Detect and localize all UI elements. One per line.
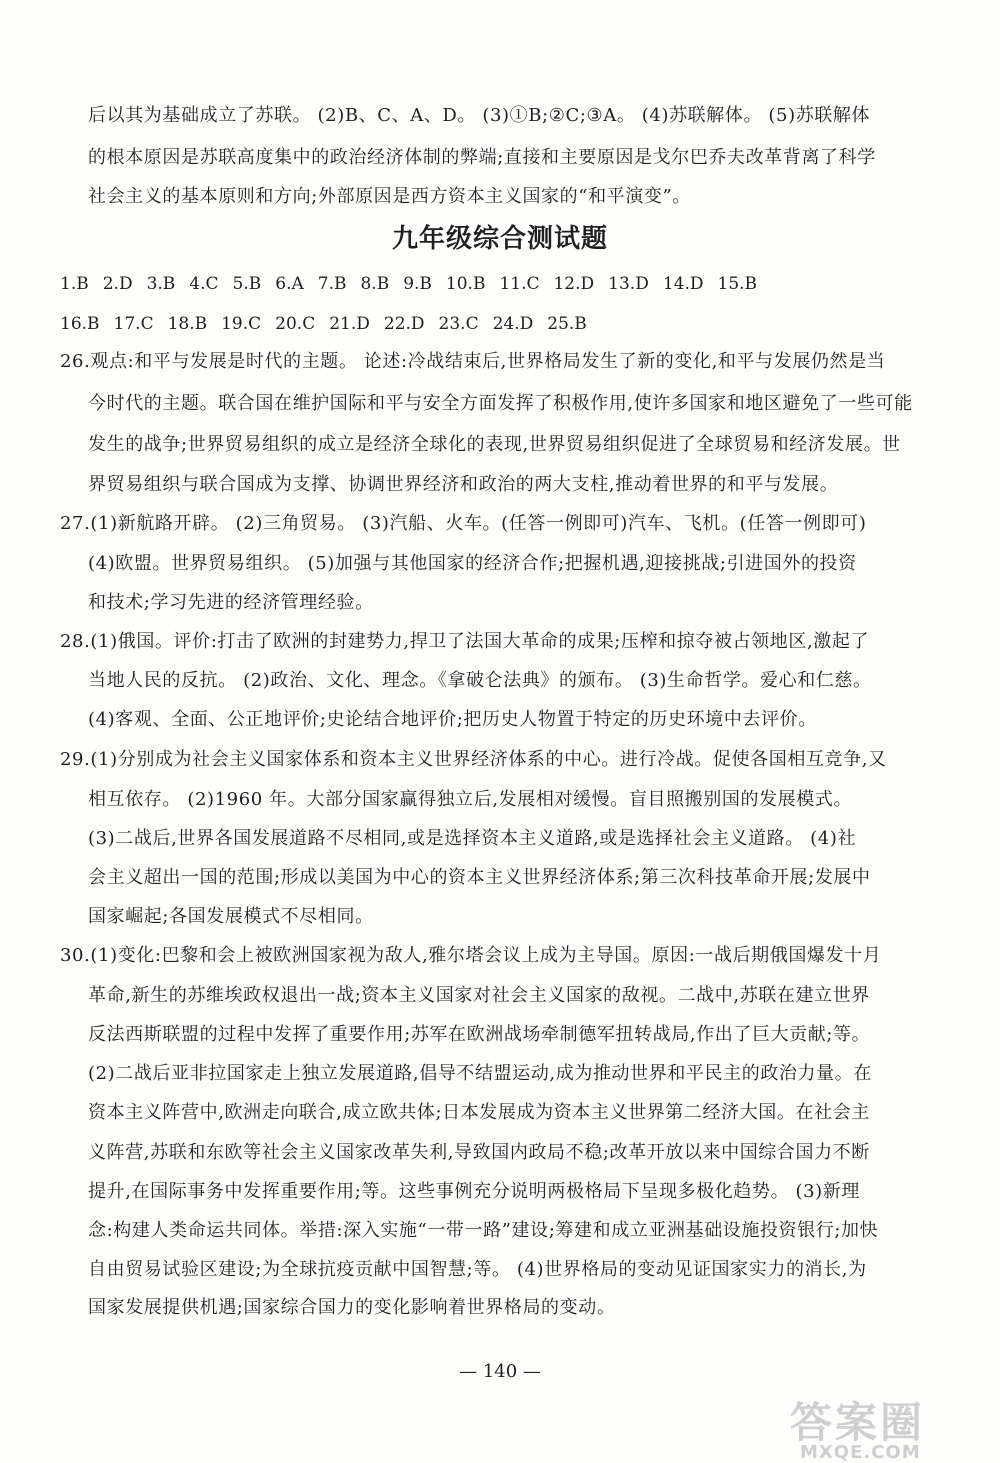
question-29-line: 29.(1)分别成为社会主义国家体系和资本主义世界经济体系的中心。进行冷战。促使各国相互竞争,又 [60, 749, 887, 770]
question-30-line: 反法西斯联盟的过程中发挥了重要作用;苏军在欧洲战场牵制德军扭转战局,作出了巨大贡献;等。 [88, 1024, 871, 1045]
answer-item: 5.B [232, 274, 262, 294]
answer-item: 19.C [221, 314, 262, 334]
question-30-line: 国家发展提供机遇;国家综合国力的变化影响着世界格局的变动。 [88, 1297, 616, 1318]
answer-item: 12.D [553, 274, 595, 294]
question-27-line: 和技术;学习先进的经济管理经验。 [88, 592, 374, 613]
answer-item: 14.D [662, 274, 704, 294]
question-30-line: 资本主义阵营中,欧洲走向联合,成立欧共体;日本发展成为资本主义世界第二经济大国。在社会主 [88, 1102, 870, 1123]
answer-item: 7.B [317, 274, 347, 294]
answer-item: 4.C [189, 274, 219, 294]
answer-item: 1.B [60, 274, 89, 294]
question-27-line: 27.(1)新航路开辟。 (2)三角贸易。 (3)汽船、火车。(任答一例即可)汽车、飞机。(任答一例即可) [60, 513, 867, 534]
question-26-line: 26.观点:和平与发展是时代的主题。 论述:冷战结束后,世界格局发生了新的变化,和平与发展仍然是当 [60, 351, 886, 372]
answer-item: 11.C [499, 274, 540, 294]
question-30-line: 义阵营,苏联和东欧等社会主义国家改革失利,导致国内政局不稳;改革开放以来中国综合国力不断 [88, 1142, 870, 1163]
text-line: 社会主义的基本原则和方向;外部原因是西方资本主义国家的“和平演变”。 [88, 186, 691, 207]
question-26-line: 界贸易组织与联合国成为支撑、协调世界经济和政治的两大支柱,推动着世界的和平与发展。 [88, 474, 839, 495]
question-30-line: 自由贸易试验区建设;为全球抗疫贡献中国智慧;等。 (4)世界格局的变动见证国家实力的消长,为 [88, 1259, 867, 1280]
answer-item: 10.B [445, 274, 486, 294]
question-28-line: (4)客观、全面、公正地评价;史论结合地评价;把历史人物置于特定的历史环境中去评价。 [88, 709, 817, 730]
answer-row-1 [60, 272, 771, 296]
answer-item: 2.D [102, 274, 133, 294]
answer-item: 23.C [438, 314, 479, 334]
answer-item: 15.B [717, 274, 758, 294]
answer-item: 6.A [275, 274, 304, 294]
question-29-line: 会主义超出一国的范围;形成以美国为中心的资本主义世界经济体系;第三次科技革命开展;发展中 [88, 867, 871, 888]
question-28-line: 当地人民的反抗。 (2)政治、文化、理念。《拿破仑法典》的颁布。 (3)生命哲学。爱心和仁慈。 [88, 670, 872, 691]
answer-item: 18.B [167, 314, 208, 334]
answer-item: 22.D [383, 314, 425, 334]
question-26-line: 发生的战争;世界贸易组织的成立是经济全球化的表现,世界贸易组织促进了全球贸易和经济发展。世 [88, 434, 901, 455]
answer-item: 20.C [275, 314, 316, 334]
question-30-line: 念:构建人类命运共同体。举措:深入实施“一带一路”建设;筹建和成立亚洲基础设施投资银行;加快 [88, 1220, 879, 1241]
answer-row-2 [60, 312, 601, 336]
question-26-line: 今时代的主题。联合国在维护国际和平与安全方面发挥了积极作用,使许多国家和地区避免了一些可能 [88, 393, 913, 414]
question-29-line: 国家崛起;各国发展模式不尽相同。 [88, 906, 374, 927]
answer-item: 21.D [329, 314, 370, 334]
answer-item: 16.B [60, 314, 100, 334]
question-30-line: 30.(1)变化:巴黎和会上被欧洲国家视为敌人,雅尔塔会议上成为主导国。原因:一战后期俄国爆发十月 [60, 945, 882, 966]
section-title: 九年级综合测试题 [391, 224, 608, 254]
question-29-line: (3)二战后,世界各国发展道路不尽相同,或是选择资本主义道路,或是选择社会主义道路。 (4)社 [88, 828, 857, 849]
question-29-line: 相互依存。 (2)1960 年。大部分国家赢得独立后,发展相对缓慢。盲目照搬别国的发展模式。 [88, 789, 853, 810]
page-number: — 140 — [459, 1361, 541, 1382]
text-line: 后以其为基础成立了苏联。 (2)B、C、A、D。 (3)①B;②C;③A。 (4)苏联解体。 (5)苏联解体 [88, 105, 871, 126]
answer-item: 17.C [113, 314, 154, 334]
watermark-url: MXQE.COM [800, 1442, 921, 1463]
question-30-line: 革命,新生的苏维埃政权退出一战;资本主义国家对社会主义国家的敌视。二战中,苏联在建立世界 [88, 985, 870, 1006]
question-27-line: (4)欧盟。世界贸易组织。 (5)加强与其他国家的经济合作;把握机遇,迎接挑战;引进国外的投资 [88, 553, 857, 574]
watermark-logo [790, 1398, 990, 1463]
answer-item: 25.B [547, 314, 587, 334]
watermark-text: 答案圈 [790, 1398, 926, 1447]
question-28-line: 28.(1)俄国。评价:打击了欧洲的封建势力,捍卫了法国大革命的成果;压榨和掠夺被占领地区,激起了 [60, 631, 870, 652]
answer-item: 8.B [360, 274, 390, 294]
question-30-line: (2)二战后亚非拉国家走上独立发展道路,倡导不结盟运动,成为推动世界和平民主的政治力量。在 [88, 1063, 872, 1084]
text-line: 的根本原因是苏联高度集中的政治经济体制的弊端;直接和主要原因是戈尔巴乔夫改革背离了科学 [88, 147, 876, 168]
question-30-line: 提升,在国际事务中发挥重要作用;等。这些事例充分说明两极格局下呈现多极化趋势。 (3)新理 [88, 1181, 861, 1202]
answer-item: 13.D [608, 274, 649, 294]
answer-item: 24.D [492, 314, 534, 334]
answer-item: 9.B [403, 274, 432, 294]
answer-item: 3.B [146, 274, 176, 294]
